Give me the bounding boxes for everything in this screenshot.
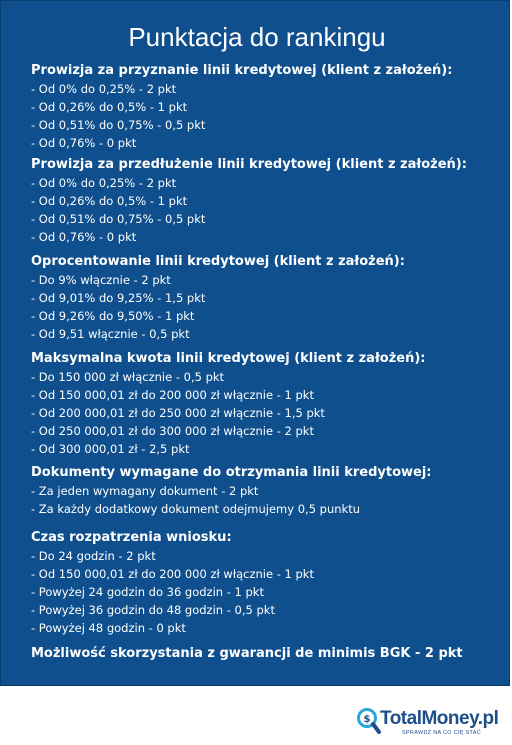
list-item: - Od 0,76% - 0 pkt bbox=[31, 136, 137, 150]
page-title: Punktacja do rankingu bbox=[128, 22, 386, 52]
section-list bbox=[31, 547, 501, 637]
magnifier-dollar-icon bbox=[356, 706, 382, 736]
section-processing-time bbox=[31, 529, 501, 637]
list-item: - Od 150 000,01 zł do 200 000 zł włącznie - 1 pkt bbox=[31, 567, 314, 581]
section-heading: Prowizja za przyznanie linii kredytowej (klient z założeń): bbox=[31, 63, 453, 78]
section-list bbox=[31, 482, 501, 518]
list-item: - Do 24 godzin - 2 pkt bbox=[31, 549, 156, 563]
section-interest-rate bbox=[31, 253, 501, 343]
list-item: - Od 0,51% do 0,75% - 0,5 pkt bbox=[31, 118, 206, 132]
section-list bbox=[31, 80, 501, 152]
section-commission-grant bbox=[31, 62, 501, 152]
list-item: - Do 9% włącznie - 2 pkt bbox=[31, 273, 171, 287]
list-item: - Od 250 000,01 zł do 300 000 zł włącznie - 2 pkt bbox=[31, 424, 314, 438]
list-item: - Od 9,01% do 9,25% - 1,5 pkt bbox=[31, 291, 206, 305]
section-de-minimis bbox=[31, 645, 501, 663]
list-item: - Od 9,26% do 9,50% - 1 pkt bbox=[31, 309, 195, 323]
list-item: - Od 0,76% - 0 pkt bbox=[31, 230, 137, 244]
list-item: - Od 0,26% do 0,5% - 1 pkt bbox=[31, 194, 188, 208]
section-heading: Maksymalna kwota linii kredytowej (klient z założeń): bbox=[31, 351, 426, 366]
list-item: - Do 150 000 zł włącznie - 0,5 pkt bbox=[31, 370, 225, 384]
section-heading: Prowizja za przedłużenie linii kredytowej (klient z założeń): bbox=[31, 157, 467, 172]
section-documents bbox=[31, 464, 501, 518]
list-item: - Od 9,51 włącznie - 0,5 pkt bbox=[31, 327, 190, 341]
list-item: - Od 150 000,01 zł do 200 000 zł włącznie - 1 pkt bbox=[31, 388, 314, 402]
section-heading: Czas rozpatrzenia wniosku: bbox=[31, 530, 232, 545]
list-item: - Od 0% do 0,25% - 2 pkt bbox=[31, 82, 177, 96]
section-heading: Możliwość skorzystania z gwarancji de minimis BGK - 2 pkt bbox=[31, 646, 463, 661]
list-item: - Za jeden wymagany dokument - 2 pkt bbox=[31, 484, 259, 498]
section-max-amount bbox=[31, 350, 501, 458]
list-item: - Od 300 000,01 zł - 2,5 pkt bbox=[31, 442, 190, 456]
section-list bbox=[31, 271, 501, 343]
list-item: - Od 200 000,01 zł do 250 000 zł włącznie - 1,5 pkt bbox=[31, 406, 325, 420]
section-list bbox=[31, 368, 501, 458]
list-item: - Powyżej 36 godzin do 48 godzin - 0,5 pkt bbox=[31, 603, 275, 617]
section-heading: Dokumenty wymagane do otrzymania linii kredytowej: bbox=[31, 465, 432, 480]
list-item: - Powyżej 24 godzin do 36 godzin - 1 pkt bbox=[31, 585, 264, 599]
section-list bbox=[31, 174, 501, 246]
logo-wordmark: TotalMoney.pl bbox=[380, 708, 499, 729]
section-commission-extension bbox=[31, 156, 501, 246]
section-heading: Oprocentowanie linii kredytowej (klient z założeń): bbox=[31, 254, 405, 269]
list-item: - Za każdy dodatkowy dokument odejmujemy 0,5 punktu bbox=[31, 502, 361, 516]
list-item: - Od 0% do 0,25% - 2 pkt bbox=[31, 176, 177, 190]
list-item: - Od 0,26% do 0,5% - 1 pkt bbox=[31, 100, 188, 114]
totalmoney-logo[interactable] bbox=[356, 704, 506, 738]
list-item: - Od 0,51% do 0,75% - 0,5 pkt bbox=[31, 212, 206, 226]
list-item: - Powyżej 48 godzin - 0 pkt bbox=[31, 621, 186, 635]
svg-text:$: $ bbox=[363, 714, 371, 725]
logo-tagline: SPRAWDŹ NA CO CIĘ STAĆ bbox=[402, 730, 482, 736]
